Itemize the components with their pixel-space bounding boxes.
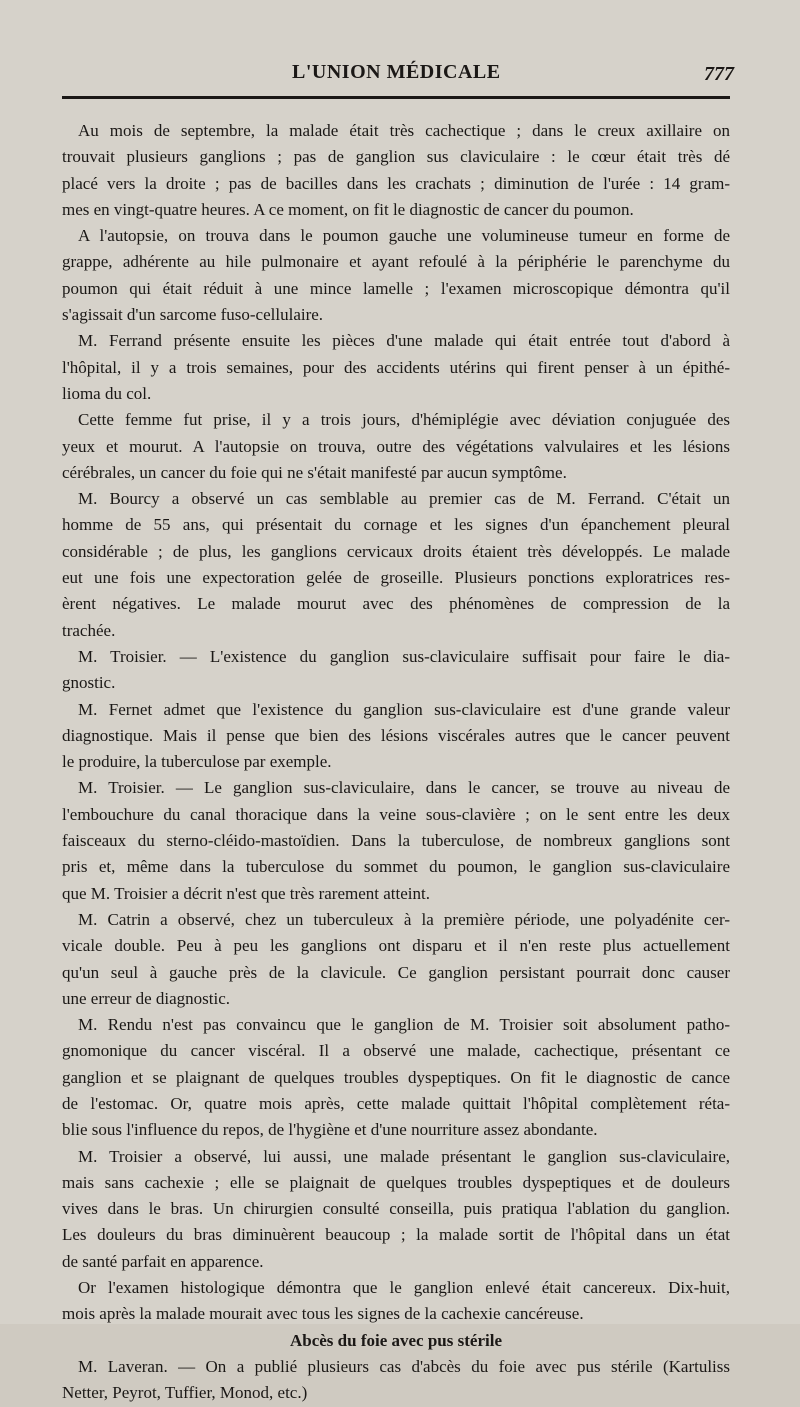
text-line: trachée.	[62, 620, 116, 640]
text-line: l'embouchure du canal thoracique dans la veine sous-clavière ; on le sent entre les deux	[62, 804, 730, 824]
paragraph	[62, 328, 730, 407]
text-line: eut une fois une expectoration gelée de groseille. Plusieurs ponctions exploratrices res-	[62, 568, 730, 588]
paragraph	[62, 1012, 730, 1143]
text-line: de santé parfait en apparence.	[62, 1251, 264, 1271]
text-line: yeux et mourut. A l'autopsie on trouva, outre des végétations valvulaires et les lésions	[62, 436, 730, 456]
text-line: placé vers la droite ; pas de bacilles dans les crachats ; diminution de l'urée : 14 gram-	[62, 173, 730, 193]
text-line: vicale double. Peu à peu les ganglions ont disparu et il n'en reste plus actuellement	[62, 936, 730, 956]
text-line: ganglion et se plaignant de quelques troubles dyspeptiques. On fit le diagnostic de cance	[62, 1067, 730, 1087]
text-line: le produire, la tuberculose par exemple.	[62, 752, 332, 772]
text-line: blie sous l'influence du repos, de l'hygiène et d'une nourriture assez abondante.	[62, 1120, 598, 1140]
page-header	[62, 57, 734, 91]
text-line: M. Laveran. — On a publié plusieurs cas d'abcès du foie avec pus stérile (Kartuliss	[78, 1356, 730, 1376]
text-line: cérébrales, un cancer du foie qui ne s'était manifesté par aucun symptôme.	[62, 462, 567, 482]
text-line: M. Troisier. — Le ganglion sus-claviculaire, dans le cancer, se trouve au niveau de	[78, 778, 730, 798]
page-number: 777	[704, 63, 734, 85]
text-line: que M. Troisier a décrit n'est que très rarement atteint.	[62, 883, 430, 903]
paragraph	[62, 223, 730, 328]
text-line: gnomonique du cancer viscéral. Il a observé une malade, cachectique, présentant ce	[62, 1041, 730, 1061]
text-line: M. Ferrand présente ensuite les pièces d'une malade qui était entrée tout d'abord à	[78, 331, 730, 351]
text-line: une erreur de diagnostic.	[62, 988, 231, 1008]
text-line: M. Troisier. — L'existence du ganglion sus-claviculaire suffisait pour faire le dia-	[78, 646, 730, 666]
text-line: vives dans le bras. Un chirurgien consulté conseilla, puis pratiqua l'ablation du ganglion.	[62, 1199, 730, 1219]
text-line: M. Troisier a observé, lui aussi, une malade présentant le ganglion sus-claviculaire,	[78, 1146, 730, 1166]
text-line: qu'un seul à gauche près de la clavicule. Ce ganglion persistant pourrait donc causer	[62, 962, 730, 982]
text-line: M. Fernet admet que l'existence du ganglion sus-claviculaire est d'une grande valeur	[78, 699, 730, 719]
text-line: A l'autopsie, on trouva dans le poumon gauche une volumineuse tumeur en forme de	[78, 226, 730, 246]
paragraph	[62, 907, 730, 1012]
paragraph	[62, 1275, 730, 1328]
text-line: M. Rendu n'est pas convaincu que le ganglion de M. Troisier soit absolument patho-	[78, 1015, 730, 1035]
text-line: mais sans cachexie ; elle se plaignait de quelques troubles dyspeptiques et de douleurs	[62, 1172, 730, 1192]
paragraph	[62, 1144, 730, 1275]
text-line: pris et, même dans la tuberculose du sommet du poumon, le ganglion sus-claviculaire	[62, 857, 730, 877]
text-line: homme de 55 ans, qui présentait du cornage et les signes d'un épanchement pleural	[62, 515, 730, 535]
paragraph	[62, 486, 730, 644]
text-line: l'hôpital, il y a trois semaines, pour des accidents utérins qui firent penser à un épithé-	[62, 357, 730, 377]
paragraph	[62, 697, 730, 776]
text-line: mes en vingt-quatre heures. A ce moment, on fit le diagnostic de cancer du poumon.	[62, 199, 634, 219]
text-line: de l'estomac. Or, quatre mois après, cette malade quittait l'hôpital complètement réta-	[62, 1093, 730, 1113]
paragraph	[62, 407, 730, 486]
text-line: Or l'examen histologique démontra que le ganglion enlevé était cancereux. Dix-huit,	[78, 1278, 730, 1298]
text-line: M. Bourcy a observé un cas semblable au premier cas de M. Ferrand. C'était un	[78, 489, 730, 509]
text-line: Cette femme fut prise, il y a trois jours, d'hémiplégie avec déviation conjuguée des	[78, 410, 730, 430]
text-line: Au mois de septembre, la malade était très cachectique ; dans le creux axillaire on	[78, 121, 730, 140]
paragraph	[62, 644, 730, 697]
text-line: mois après la malade mourait avec tous les signes de la cachexie cancéreuse.	[62, 1304, 584, 1324]
text-line: Netter, Peyrot, Tuffier, Monod, etc.)	[62, 1383, 308, 1403]
text-line: s'agissait d'un sarcome fuso-cellulaire.	[62, 305, 324, 325]
paragraph	[62, 1354, 730, 1407]
running-title: L'UNION MÉDICALE	[292, 61, 501, 83]
header-rule	[62, 96, 730, 99]
paragraph	[62, 118, 730, 223]
text-line: èrent négatives. Le malade mourut avec des phénomènes de compression de la	[62, 594, 730, 614]
text-line: lioma du col.	[62, 383, 152, 403]
text-line: M. Catrin a observé, chez un tuberculeux à la première période, une polyadénite cer-	[78, 909, 730, 929]
text-line: Les douleurs du bras diminuèrent beaucoup ; la malade sortit de l'hôpital dans un état	[62, 1225, 730, 1245]
text-line: diagnostique. Mais il pense que bien des lésions viscérales autres que le cancer peuvent	[62, 725, 730, 745]
paragraph	[62, 775, 730, 906]
section-heading: Abcès du foie avec pus stérile	[289, 1330, 502, 1350]
text-line: poumon qui était réduit à une mince lamelle ; l'examen microscopique démontra qu'il	[62, 278, 730, 298]
text-line: gnostic.	[62, 673, 116, 693]
text-line: considérable ; de plus, les ganglions cervicaux droits étaient très développés. Le malade	[62, 541, 730, 561]
text-line: faisceaux du sterno-cléido-mastoïdien. Dans la tuberculose, de nombreux ganglions sont	[62, 831, 730, 851]
text-line: trouvait plusieurs ganglions ; pas de ganglion sus claviculaire : le cœur était très dé	[62, 147, 730, 167]
text-line: grappe, adhérente au hile pulmonaire et ayant refoulé à la périphérie le parenchyme du	[62, 252, 730, 272]
article-body	[62, 118, 730, 1407]
